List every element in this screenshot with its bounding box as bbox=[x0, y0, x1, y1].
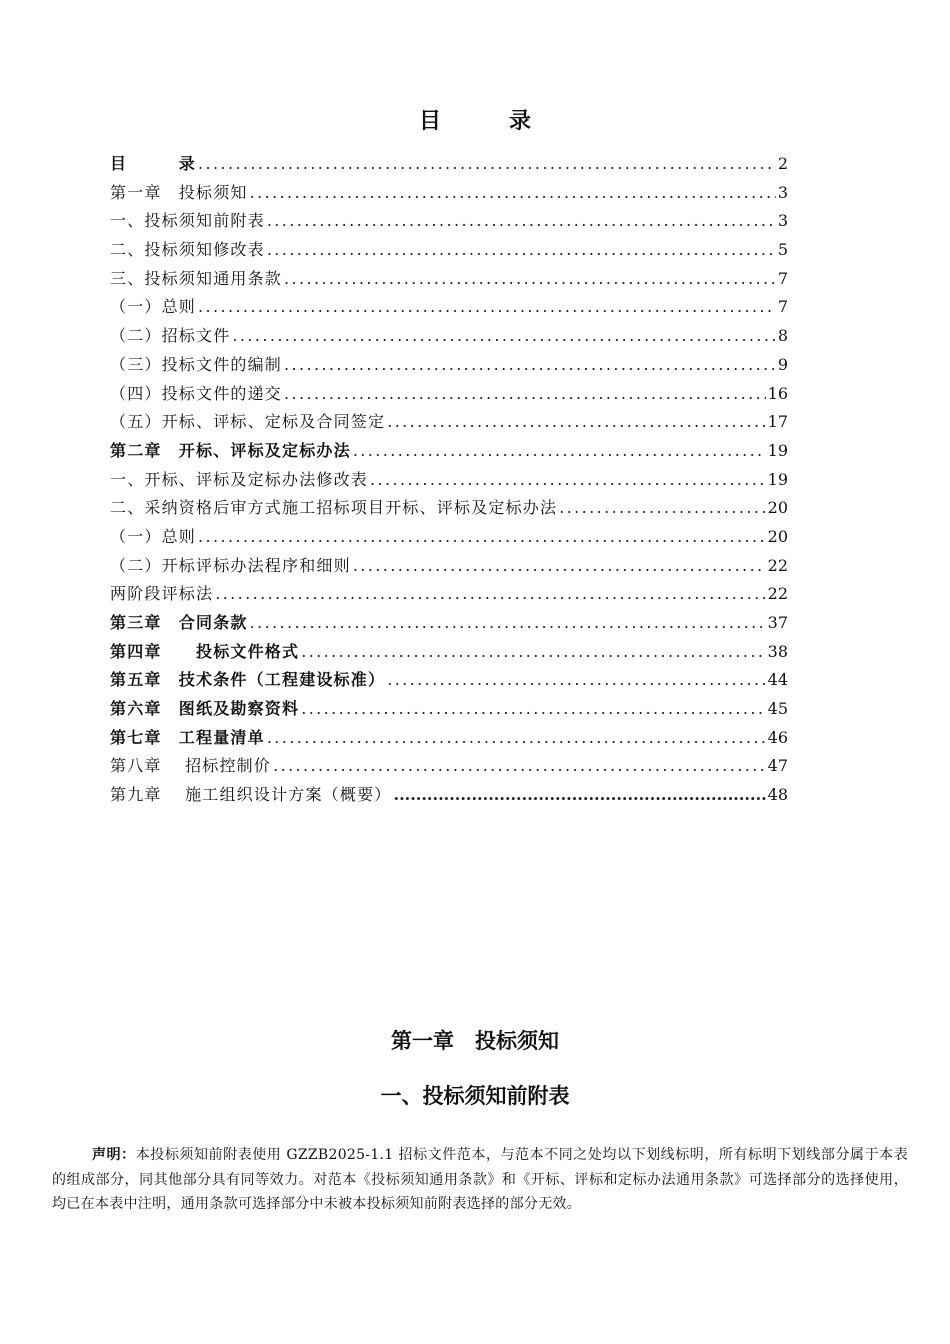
toc-entry-page: 3 bbox=[777, 182, 788, 202]
toc-entry[interactable] bbox=[110, 236, 788, 265]
toc-entry[interactable] bbox=[110, 609, 788, 638]
toc-entry-page: 22 bbox=[767, 584, 788, 604]
toc-entry[interactable] bbox=[110, 523, 788, 552]
toc-entry-label: 第七章 工程量清单 bbox=[110, 727, 265, 747]
toc-entry-label: 第八章 招标控制价 bbox=[110, 756, 272, 776]
toc-leader-dots bbox=[394, 781, 766, 810]
toc-leader-dots bbox=[273, 752, 766, 781]
toc-entry[interactable] bbox=[110, 638, 788, 667]
toc-title: 目录 bbox=[418, 108, 599, 134]
toc-entry[interactable] bbox=[110, 552, 788, 581]
toc-entry-page: 44 bbox=[767, 670, 788, 690]
toc-leader-dots bbox=[301, 638, 765, 667]
toc-entry[interactable] bbox=[110, 179, 788, 208]
toc-entry-page: 48 bbox=[767, 785, 788, 805]
toc-entry-page: 2 bbox=[777, 154, 788, 173]
toc-entry-page: 46 bbox=[767, 727, 788, 747]
toc-entry[interactable] bbox=[110, 150, 788, 179]
notice-text: 本投标须知前附表使用 GZZB2025-1.1 招标文件范本，与范本不同之处均以下划线标明，所有标明下划线部分属于本表的组成部分，同其他部分具有同等效力。对范本《投标须知通用条款》和《开标、评标和定标办法通用条款》可选择部分的选择使用，均已在本表中注明，通用条款可选择部分中未被本投标须知前附表选择的部分无效。 bbox=[52, 1147, 908, 1212]
toc-entry-page: 19 bbox=[767, 440, 788, 460]
toc-entry-label: 第二章 开标、评标及定标办法 bbox=[110, 440, 351, 460]
toc-entry[interactable] bbox=[110, 752, 788, 781]
table-of-contents bbox=[110, 150, 788, 810]
toc-entry-label: （二）招标文件 bbox=[110, 326, 231, 346]
toc-entry-label: 第九章 施工组织设计方案（概要） bbox=[110, 785, 392, 805]
notice-label: 声明： bbox=[92, 1147, 136, 1163]
toc-leader-dots bbox=[215, 580, 765, 609]
toc-entry-label: 第五章 技术条件（工程建设标准） bbox=[110, 670, 386, 690]
toc-entry-label: 第一章 投标须知 bbox=[110, 182, 248, 202]
toc-entry-page: 20 bbox=[767, 526, 788, 546]
toc-entry-label: 第六章 图纸及勘察资料 bbox=[110, 699, 300, 719]
toc-entry-page: 20 bbox=[767, 498, 788, 518]
toc-leader-dots bbox=[284, 380, 766, 409]
toc-entry[interactable] bbox=[110, 781, 788, 810]
toc-entry-label: （五）开标、评标、定标及合同签定 bbox=[110, 412, 386, 432]
toc-entry-label: 第三章 合同条款 bbox=[110, 613, 248, 632]
toc-entry-page: 17 bbox=[767, 412, 788, 432]
toc-entry-label: （三）投标文件的编制 bbox=[110, 354, 283, 374]
toc-entry[interactable] bbox=[110, 437, 788, 466]
toc-entry-page: 16 bbox=[767, 383, 788, 403]
toc-leader-dots bbox=[559, 494, 765, 523]
toc-leader-dots bbox=[250, 609, 766, 638]
toc-entry[interactable] bbox=[110, 293, 788, 322]
toc-leader-dots bbox=[267, 207, 776, 236]
toc-leader-dots bbox=[387, 666, 765, 695]
toc-entry[interactable] bbox=[110, 408, 788, 437]
toc-leader-dots bbox=[370, 466, 766, 495]
toc-leader-dots bbox=[353, 552, 766, 581]
toc-entry-label: 第四章 投标文件格式 bbox=[110, 641, 300, 661]
toc-entry[interactable] bbox=[110, 351, 788, 380]
toc-entry-label: （二）开标评标办法程序和细则 bbox=[110, 555, 351, 575]
notice-paragraph bbox=[52, 1143, 908, 1217]
toc-entry[interactable] bbox=[110, 466, 788, 495]
toc-entry-page: 3 bbox=[777, 211, 788, 231]
toc-leader-dots bbox=[267, 236, 776, 265]
toc-leader-dots bbox=[284, 265, 776, 294]
toc-entry[interactable] bbox=[110, 494, 788, 523]
toc-leader-dots bbox=[198, 150, 776, 179]
toc-entry-page: 38 bbox=[767, 641, 788, 661]
toc-entry-label: （一）总则 bbox=[110, 526, 197, 546]
toc-entry-page: 22 bbox=[767, 555, 788, 575]
toc-entry-label: 一、开标、评标及定标办法修改表 bbox=[110, 469, 369, 489]
toc-leader-dots bbox=[232, 322, 775, 351]
toc-leader-dots bbox=[250, 179, 776, 208]
toc-entry-page: 19 bbox=[767, 469, 788, 489]
toc-entry-label: 目 录 bbox=[110, 154, 197, 173]
toc-entry-page: 45 bbox=[767, 699, 788, 719]
toc-entry-label: （一）总则 bbox=[110, 297, 197, 317]
toc-leader-dots bbox=[353, 437, 766, 466]
toc-leader-dots bbox=[284, 351, 776, 380]
toc-leader-dots bbox=[198, 293, 776, 322]
toc-leader-dots bbox=[198, 523, 766, 552]
toc-entry[interactable] bbox=[110, 666, 788, 695]
toc-entry-page: 8 bbox=[777, 326, 788, 346]
toc-entry[interactable] bbox=[110, 265, 788, 294]
toc-entry-label: （四）投标文件的递交 bbox=[110, 383, 283, 403]
toc-entry-label: 二、投标须知修改表 bbox=[110, 240, 265, 260]
toc-entry-label: 两阶段评标法 bbox=[110, 584, 214, 604]
toc-entry-page: 5 bbox=[777, 240, 788, 260]
toc-entry[interactable] bbox=[110, 380, 788, 409]
toc-entry-page: 37 bbox=[767, 613, 788, 632]
toc-entry[interactable] bbox=[110, 322, 788, 351]
section-title: 一、投标须知前附表 bbox=[380, 1084, 570, 1108]
toc-entry[interactable] bbox=[110, 724, 788, 753]
toc-entry[interactable] bbox=[110, 695, 788, 724]
toc-leader-dots bbox=[267, 724, 766, 753]
toc-entry-page: 7 bbox=[777, 268, 788, 288]
toc-entry[interactable] bbox=[110, 580, 788, 609]
toc-entry-page: 47 bbox=[767, 756, 788, 776]
toc-leader-dots bbox=[301, 695, 765, 724]
toc-entry-page: 9 bbox=[777, 354, 788, 374]
chapter-title: 第一章 投标须知 bbox=[391, 1029, 559, 1053]
toc-leader-dots bbox=[387, 408, 765, 437]
toc-entry-label: 一、投标须知前附表 bbox=[110, 211, 265, 231]
toc-entry[interactable] bbox=[110, 207, 788, 236]
toc-entry-page: 7 bbox=[777, 297, 788, 317]
toc-entry-label: 三、投标须知通用条款 bbox=[110, 268, 283, 288]
toc-entry-label: 二、采纳资格后审方式施工招标项目开标、评标及定标办法 bbox=[110, 498, 558, 518]
